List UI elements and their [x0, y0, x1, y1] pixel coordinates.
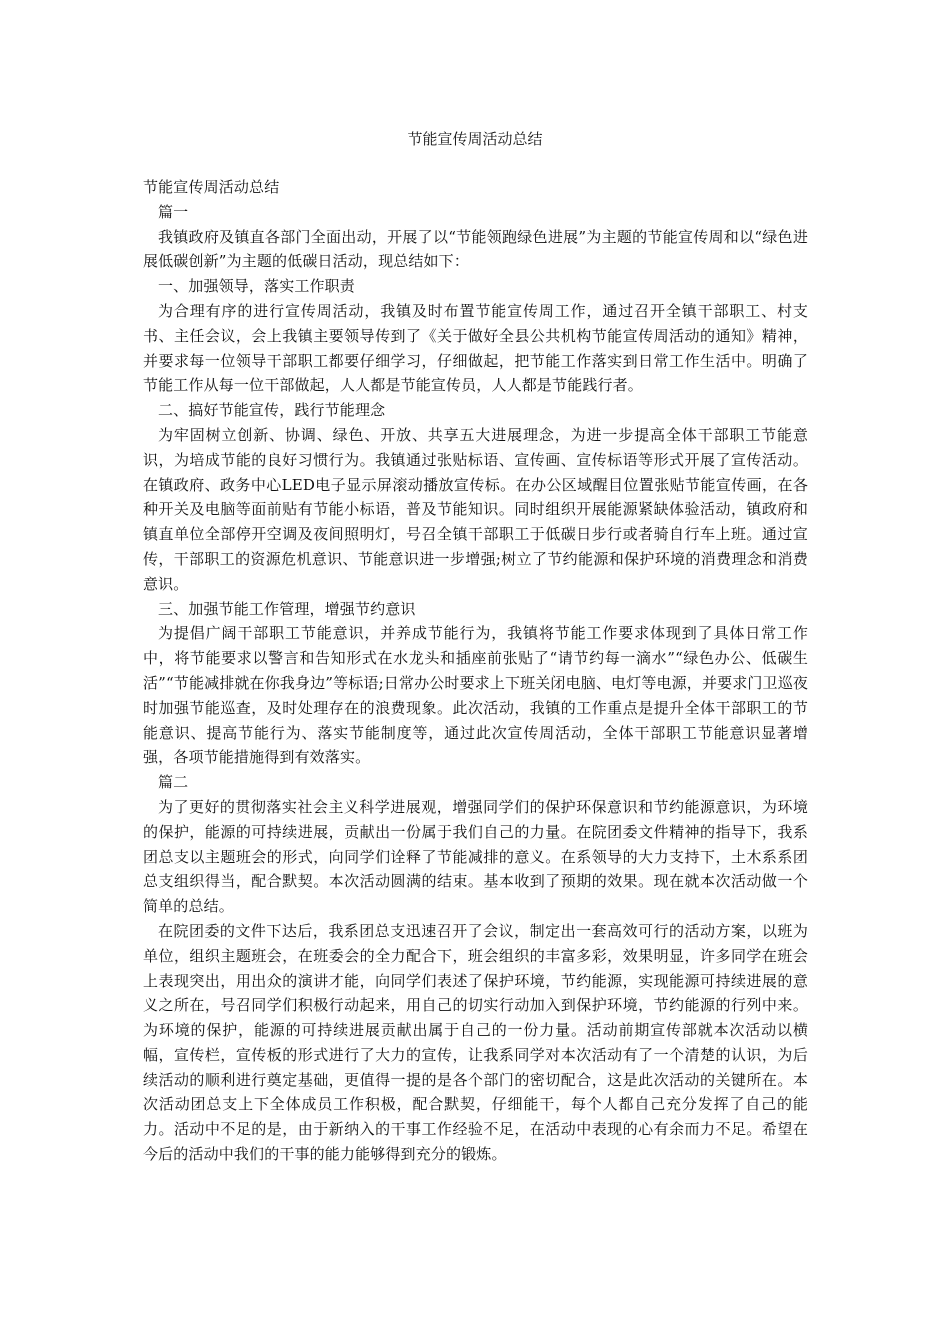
document-subtitle: 节能宣传周活动总结: [143, 178, 280, 196]
part2-heading: 篇二: [158, 773, 189, 792]
part2-paragraph-1: 为了更好的贯彻落实社会主义科学进展观，增强同学们的保护环保意识和节约能源意识，为环境的保护，能源的可持续进展，贡献出一份属于我们自己的力量。在院团委文件精神的指导下，我系团总支以主题班会的形式，向同学们诠释了节能减排的意义。在系领导的大力支持下，土木系系团总支组织得当，配合默契。本次活动圆满的结束。基本收到了预期的效果。现在就本次活动做一个简单的总结。: [143, 797, 808, 916]
section2-heading: 二、搞好节能宣传，践行节能理念: [158, 401, 386, 420]
document-title: 节能宣传周活动总结: [407, 130, 543, 148]
part1-heading: 篇一: [158, 202, 189, 221]
section3-heading: 三、加强节能工作管理，增强节约意识: [158, 599, 416, 618]
section3-body: 为提倡广阔干部职工节能意识，并养成节能行为，我镇将节能工作要求体现到了具体日常工作中，将节能要求以警言和告知形式在水龙头和插座前张贴了“请节约每一滴水”“绿色办公、低碳生活”“节能减排就在你我身边”等标语;日常办公时要求上下班关闭电脑、电灯等电源，并要求门卫巡夜时加强节能巡查，及时处理存在的浪费现象。此次活动，我镇的工作重点是提升全体干部职工的节能意识、提高节能行为、落实节能制度等，通过此次宣传周活动，全体干部职工节能意识显著增强，各项节能措施得到有效落实。: [143, 624, 808, 767]
section2-body: 为牢固树立创新、协调、绿色、开放、共享五大进展理念，为进一步提高全体干部职工节能意识，为培成节能的良好习惯行为。我镇通过张贴标语、宣传画、宣传标语等形式开展了宣传活动。在镇政府、政务中心LED电子显示屏滚动播放宣传标。在办公区域醒目位置张贴节能宣传画，在各种开关及电脑等面前贴有节能小标语，普及节能知识。同时组织开展能源紧缺体验活动，镇政府和镇直单位全部停开空调及夜间照明灯，号召全镇干部职工于低碳日步行或者骑自行车上班。通过宣传，干部职工的资源危机意识、节能意识进一步增强;树立了节约能源和保护环境的消费理念和消费意识。: [143, 425, 808, 593]
part1-intro: 我镇政府及镇直各部门全面出动，开展了以“节能领跑绿色进展”为主题的节能宣传周和以“绿色进展低碳创新”为主题的低碳日活动，现总结如下：: [143, 227, 808, 271]
section1-body: 为合理有序的进行宣传周活动，我镇及时布置节能宣传周工作，通过召开全镇干部职工、村支书、主任会议，会上我镇主要领导传到了《关于做好全县公共机构节能宣传周活动的通知》精神，并要求每一位领导干部职工都要仔细学习，仔细做起，把节能工作落实到日常工作生活中。明确了节能工作从每一位干部做起，人人都是节能宣传员，人人都是节能践行者。: [143, 301, 808, 395]
part2-paragraph-2: 在院团委的文件下达后，我系团总支迅速召开了会议，制定出一套高效可行的活动方案，以班为单位，组织主题班会，在班委会的全力配合下，班会组织的丰富多彩，效果明显，许多同学在班会上表现突出，用出众的演讲才能，向同学们表述了保护环境，节约能源，实现能源可持续进展的意义之所在，号召同学们积极行动起来，用自己的切实行动加入到保护环境，节约能源的行列中来。为环境的保护，能源的可持续进展贡献出属于自己的一份力量。活动前期宣传部就本次活动以横幅，宣传栏，宣传板的形式进行了大力的宣传，让我系同学对本次活动有了一个清楚的认识，为后续活动的顺利进行奠定基础，更值得一提的是各个部门的密切配合，这是此次活动的关键所在。本次活动团总支上下全体成员工作积极，配合默契，仔细能干，每个人都自己充分发挥了自己的能力。活动中不足的是，由于新纳入的干事工作经验不足，在活动中表现的心有余而力不足。希望在今后的活动中我们的干事的能力能够得到充分的锻炼。: [143, 921, 808, 1164]
section1-heading: 一、加强领导，落实工作职责: [158, 277, 355, 296]
document-body: [143, 175, 808, 1167]
